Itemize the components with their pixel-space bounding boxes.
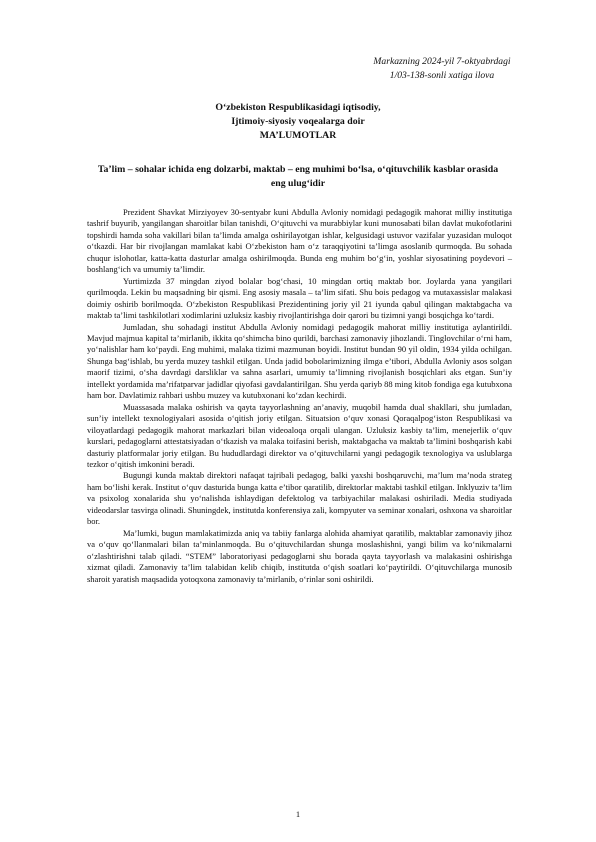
heading-line-3: MA’LUMOTLAR xyxy=(259,130,337,141)
paragraph: Bugungi kunda maktab direktori nafaqat tajribali pedagog, balki yaxshi boshqaruvchi, ma’lum ma’noda strateg ham bo‘lishi kerak. Institut o‘quv dasturida bunga katta e’tibor qaratilib, direktorlar maktabi tashkil etilgan. Inklyuziv ta’lim va psixolog xonalarida shu yo‘nalishda ishlaydigan defektolog va tarbiyachilar malakasi oshiriladi. Media studiyada videodarslar tasvirga olinadi. Shuningdek, institutda konferensiya zali, kompyuter va seminar xonalari, oshxona va sharoitlar bor. xyxy=(87,470,512,527)
document-body xyxy=(87,207,512,585)
heading-line-1: O‘zbekiston Respublikasidagi iqtisodiy, xyxy=(215,102,381,113)
attachment-note-line-1: Markazning 2024-yil 7-oktyabrdagi xyxy=(373,56,511,67)
document-heading xyxy=(0,101,596,143)
heading-line-2: Ijtimoiy-siyosiy voqealarga doir xyxy=(231,116,365,127)
attachment-note xyxy=(332,55,552,83)
document-subtitle: Ta’lim – sohalar ichida eng dolzarbi, maktab – eng muhimi bo‘lsa, o‘qituvchilik kasblar orasida eng ulug‘idir xyxy=(97,164,499,189)
paragraph: Jumladan, shu sohadagi institut Abdulla Avloniy nomidagi pedagogik mahorat milliy institutiga aylantirildi. Mavjud majmua kapital ta’mirlanib, ikkita qo‘shimcha bino qurildi, barchasi zamonaviy jihozlandi. Tinglovchilar o‘rni ham, yo‘nalishlar ham ko‘paydi. Eng muhimi, malaka tizimi mazmunan boyidi. Institut bundan 90 yil oldin, 1934 yilda ochilgan. Shunga bag‘ishlab, bu yerda muzey tashkil etilgan. Unda jadid bobolarimizning ilmga e’tibori, Abdulla Avloniy asos solgan maorif tizimi, o‘sha davrdagi darsliklar va sahna asarlari, umumiy ta’limning rivojlanish bosqichlari aks etgan. Sun’iy intellekt yordamida ma’rifatparvar jadidlar qiyofasi gavdalantirilgan. Shu yerda qariyb 88 ming kitob fondiga ega kutubxona ham bor. Davlatimiz rahbari ushbu muzey va kutubxonani ko‘zdan kechirdi. xyxy=(87,321,512,401)
paragraph: Ma’lumki, bugun mamlakatimizda aniq va tabiiy fanlarga alohida ahamiyat qaratilib, maktablar zamonaviy jihoz va o‘quv qo‘llanmalari bilan ta’minlanmoqda. Bu o‘qituvchilardan shunga moslashishni, yangi bilim va ko‘nikmalarni o‘zlashtirishni talab qiladi. “STEM” laboratoriyasi pedagoglarni shu borada qayta tayyorlash va malakasini oshirishga xizmat qiladi. Zamonaviy ta’lim talabidan kelib chiqib, institutda o‘qish soatlari ko‘paytirildi. O‘qituvchilarga munosib sharoit yaratish maqsadida yotoqxona zamonaviy ta’mirlanib, o‘rinlar soni oshirildi. xyxy=(87,527,512,584)
paragraph: Yurtimizda 37 mingdan ziyod bolalar bog‘chasi, 10 mingdan ortiq maktab bor. Joylarda yana yangilari qurilmoqda. Lekin bu maqsadning bir qismi. Eng asosiy masala – ta’lim sifati. Shu bois pedagog va mutaxassislar malakasi doimiy oshirib borilmoqda. O‘zbekiston Respublikasi Prezidentining joriy yil 21 iyunda qabul qilingan maktabgacha va maktab ta’limi tashkilotlari xodimlarini uzluksiz kasbiy rivojlantirishga doir qarori bu tizimni yangi bosqichga ko‘tardi. xyxy=(87,275,512,321)
page-number: 1 xyxy=(295,809,301,819)
paragraph: Muassasada malaka oshirish va qayta tayyorlashning an’anaviy, muqobil hamda dual shakllari, shu jumladan, sun’iy intellekt texnologiyalari asosida o‘qitish joriy etilgan. Situatsion o‘quv xonasi Qoraqalpog‘iston Respublikasi va viloyatlardagi pedagogik mahorat markazlari bilan videoaloqa orqali ulangan. Uzluksiz kasbiy ta’lim, menejerlik o‘quv kurslari, pedagoglarni attestatsiyadan o‘tkazish va malaka toifasini berish, maktabgacha va maktab ta’limini boshqarish kabi dasturiy platformalar joriy etilgan. Bu hududlardagi direktor va o‘qituvchilarni yangi pedagogik texnologiya va uslublarga tezkor o‘qitish imkonini beradi. xyxy=(87,401,512,469)
paragraph: Prezident Shavkat Mirziyoyev 30-sentyabr kuni Abdulla Avloniy nomidagi pedagogik mahorat milliy institutiga tashrif buyurib, yangilangan sharoitlar bilan tanishdi, O‘qituvchi va murabbiylar kuni munosabati bilan davlat mukofotlarini topshirdi hamda soha vakillari bilan ta’limda amalga oshirilayotgan ishlar, kelgusidagi ustuvor vazifalar yuzasidan muloqot o‘tkazdi. Har bir rivojlangan mamlakat kabi O‘zbekiston ham o‘z taraqqiyotini ta’limga asoslanib qurmoqda. Bu sohada chuqur islohotlar, katta-katta dasturlar amalga oshirilmoqda. Bunda eng muhim bo‘g‘in, yoshlar siyosatining poydevori – boshlang‘ich va umumiy ta’limdir. xyxy=(87,207,512,275)
attachment-note-line-2: 1/03-138-sonli xatiga ilova xyxy=(389,70,495,81)
